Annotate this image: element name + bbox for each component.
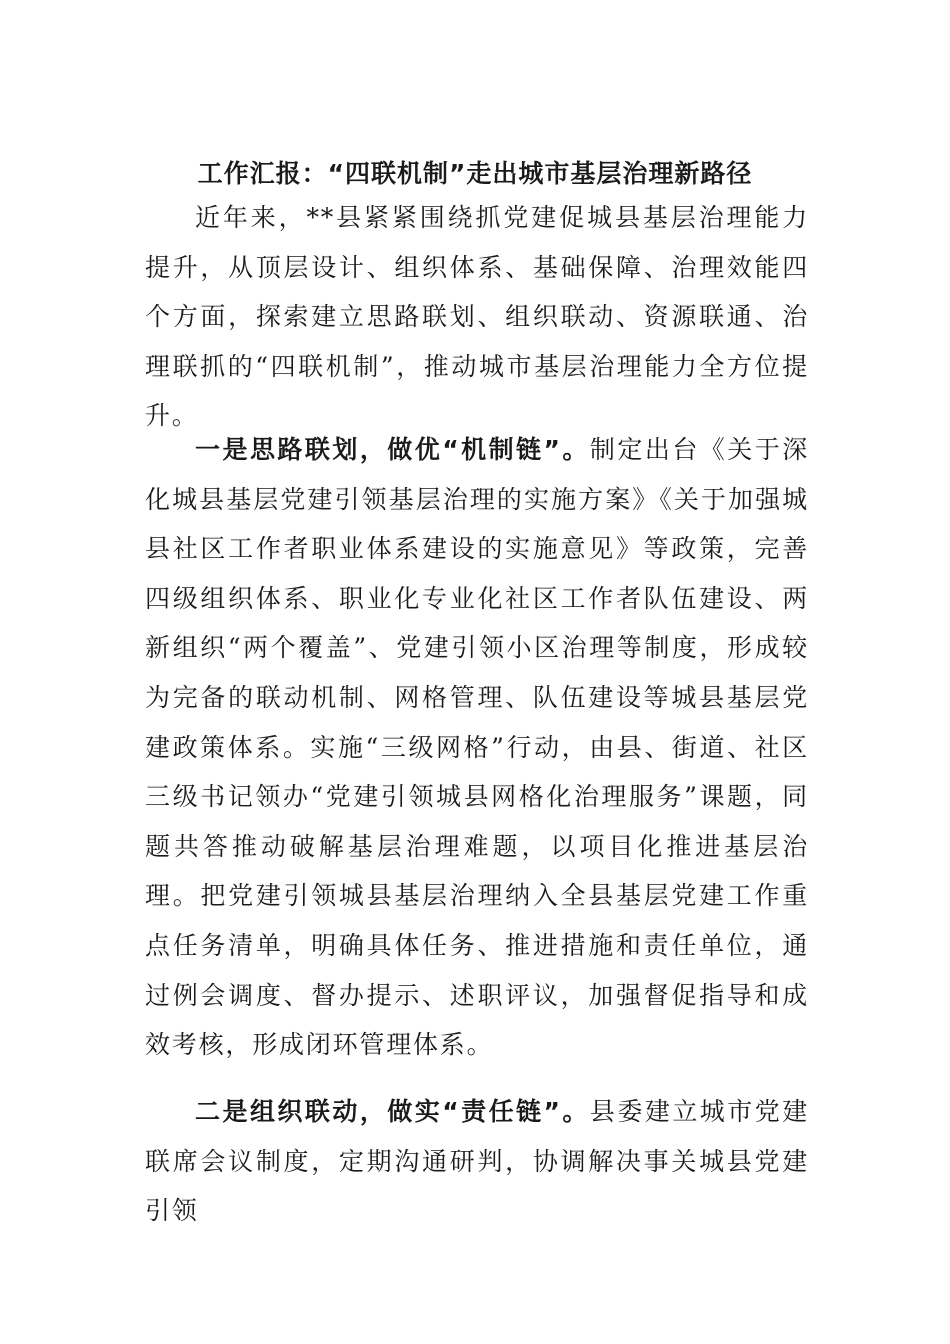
section-2-body: 县委建立城市党建联席会议制度，定期沟通研判，协调解决事关城县党建引领 [145, 1097, 809, 1226]
section-2-heading: 二是组织联动，做实“责任链”。 [195, 1097, 590, 1126]
document-title: 工作汇报：“四联机制”走出城市基层治理新路径 [197, 159, 753, 188]
intro-paragraph: 近年来，**县紧紧围绕抓党建促城县基层治理能力提升，从顶层设计、组织体系、基础保障、治理效能四个方面，探索建立思路联划、组织联动、资源联通、治理联抓的“四联机制”，推动城市基层治理能力全方位提升。 [145, 203, 809, 431]
section-1-heading: 一是思路联划，做优“机制链”。 [195, 435, 590, 464]
section-1-paragraph [145, 425, 809, 1070]
section-1-body: 制定出台《关于深化城县基层党建引领基层治理的实施方案》《关于加强城县社区工作者职业体系建设的实施意见》等政策，完善四级组织体系、职业化专业化社区工作者队伍建设、两新组织“两个覆盖”、党建引领小区治理等制度，形成较为完备的联动机制、网格管理、队伍建设等城县基层党建政策体系。实施“三级网格”行动，由县、街道、社区三级书记领办“党建引领城县网格化治理服务”课题，同题共答推动破解基层治理难题，以项目化推进基层治理。把党建引领城县基层治理纳入全县基层党建工作重点任务清单，明确具体任务、推进措施和责任单位，通过例会调度、督办提示、述职评议，加强督促指导和成效考核，形成闭环管理体系。 [145, 435, 809, 1060]
section-2-paragraph [145, 1087, 809, 1236]
